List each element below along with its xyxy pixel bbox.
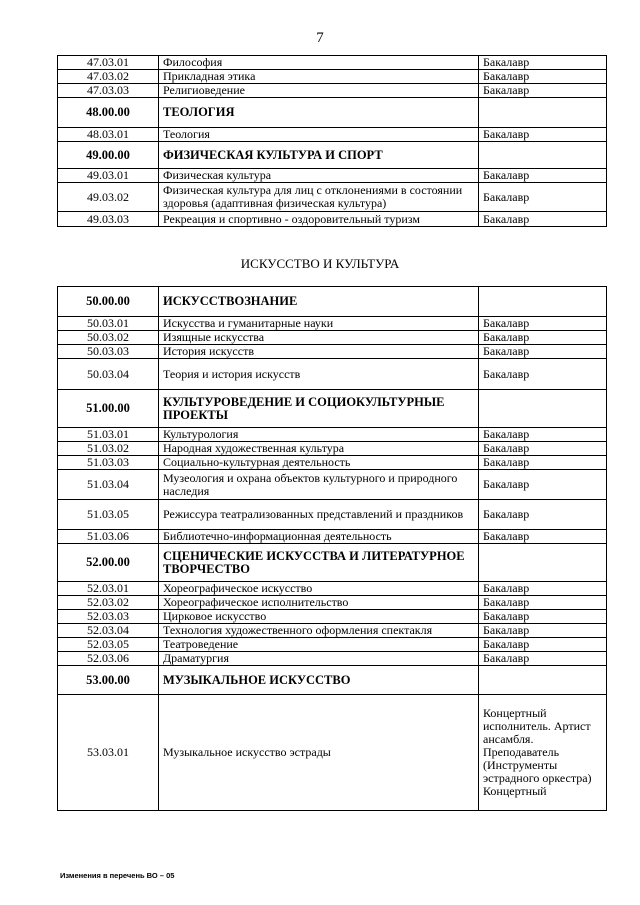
table-row — [58, 331, 607, 345]
programs-table-1 — [57, 55, 607, 227]
table-row — [58, 128, 607, 142]
degree-cell: Бакалавр — [479, 624, 607, 638]
code-cell: 52.03.01 — [58, 582, 159, 596]
code-cell: 51.03.05 — [58, 500, 159, 530]
degree-cell: Концертный исполнитель. Артист ансамбля. Преподаватель (Инструменты эстрадного оркестра) Концертный — [479, 695, 607, 811]
table-row — [58, 428, 607, 442]
name-cell: ФИЗИЧЕСКАЯ КУЛЬТУРА И СПОРТ — [159, 142, 479, 169]
degree-cell: Бакалавр — [479, 169, 607, 183]
table-row — [58, 638, 607, 652]
group-row — [58, 287, 607, 317]
code-cell: 51.03.02 — [58, 442, 159, 456]
group-row — [58, 544, 607, 582]
table-row — [58, 500, 607, 530]
name-cell: Рекреация и спортивно - оздоровительный туризм — [159, 212, 479, 227]
code-cell: 53.03.01 — [58, 695, 159, 811]
code-cell: 51.00.00 — [58, 390, 159, 428]
degree-cell: Бакалавр — [479, 470, 607, 500]
table-row — [58, 317, 607, 331]
group-row — [58, 390, 607, 428]
table-row — [58, 169, 607, 183]
programs-table-2 — [57, 286, 607, 811]
name-cell: Теория и история искусств — [159, 359, 479, 390]
table-row — [58, 183, 607, 212]
table-row — [58, 596, 607, 610]
group-row — [58, 666, 607, 695]
degree-cell — [479, 666, 607, 695]
name-cell: Народная художественная культура — [159, 442, 479, 456]
name-cell: Хореографическое искусство — [159, 582, 479, 596]
name-cell: Изящные искусства — [159, 331, 479, 345]
name-cell: Культурология — [159, 428, 479, 442]
degree-cell: Бакалавр — [479, 428, 607, 442]
code-cell: 52.03.04 — [58, 624, 159, 638]
name-cell: Физическая культура для лиц с отклонениями в состоянии здоровья (адаптивная физическая культура) — [159, 183, 479, 212]
table-row — [58, 442, 607, 456]
name-cell: СЦЕНИЧЕСКИЕ ИСКУССТВА И ЛИТЕРАТУРНОЕ ТВОРЧЕСТВО — [159, 544, 479, 582]
code-cell: 51.03.03 — [58, 456, 159, 470]
degree-cell: Бакалавр — [479, 500, 607, 530]
name-cell: Прикладная этика — [159, 70, 479, 84]
code-cell: 52.03.03 — [58, 610, 159, 624]
table-row — [58, 84, 607, 98]
name-cell: Режиссура театрализованных представлений и праздников — [159, 500, 479, 530]
code-cell: 50.03.03 — [58, 345, 159, 359]
table-row — [58, 70, 607, 84]
name-cell: Физическая культура — [159, 169, 479, 183]
code-cell: 48.00.00 — [58, 98, 159, 128]
degree-cell: Бакалавр — [479, 359, 607, 390]
code-cell: 49.03.03 — [58, 212, 159, 227]
degree-cell: Бакалавр — [479, 70, 607, 84]
code-cell: 53.00.00 — [58, 666, 159, 695]
degree-cell: Бакалавр — [479, 183, 607, 212]
page-number: 7 — [316, 30, 324, 46]
degree-cell: Бакалавр — [479, 442, 607, 456]
degree-cell: Бакалавр — [479, 345, 607, 359]
degree-cell — [479, 390, 607, 428]
degree-cell: Бакалавр — [479, 610, 607, 624]
group-row — [58, 98, 607, 128]
table-row — [58, 530, 607, 544]
degree-cell: Бакалавр — [479, 317, 607, 331]
degree-cell: Бакалавр — [479, 530, 607, 544]
table-row — [58, 456, 607, 470]
group-row — [58, 142, 607, 169]
degree-cell — [479, 98, 607, 128]
code-cell: 47.03.03 — [58, 84, 159, 98]
code-cell: 52.00.00 — [58, 544, 159, 582]
table-row — [58, 610, 607, 624]
code-cell: 51.03.04 — [58, 470, 159, 500]
code-cell: 51.03.01 — [58, 428, 159, 442]
code-cell: 47.03.02 — [58, 70, 159, 84]
name-cell: Музеология и охрана объектов культурного и природного наследия — [159, 470, 479, 500]
code-cell: 50.03.04 — [58, 359, 159, 390]
name-cell: МУЗЫКАЛЬНОЕ ИСКУССТВО — [159, 666, 479, 695]
code-cell: 50.03.01 — [58, 317, 159, 331]
degree-cell — [479, 287, 607, 317]
table-row — [58, 624, 607, 638]
table-row — [58, 212, 607, 227]
name-cell: Хореографическое исполнительство — [159, 596, 479, 610]
table-row — [58, 470, 607, 500]
name-cell: Религиоведение — [159, 84, 479, 98]
code-cell: 52.03.05 — [58, 638, 159, 652]
name-cell: Цирковое искусство — [159, 610, 479, 624]
degree-cell: Бакалавр — [479, 212, 607, 227]
name-cell: ТЕОЛОГИЯ — [159, 98, 479, 128]
code-cell: 49.00.00 — [58, 142, 159, 169]
code-cell: 52.03.02 — [58, 596, 159, 610]
code-cell: 51.03.06 — [58, 530, 159, 544]
code-cell: 50.03.02 — [58, 331, 159, 345]
degree-cell: Бакалавр — [479, 652, 607, 666]
code-cell: 48.03.01 — [58, 128, 159, 142]
degree-cell: Бакалавр — [479, 596, 607, 610]
name-cell: Драматургия — [159, 652, 479, 666]
code-cell: 50.00.00 — [58, 287, 159, 317]
table-row — [58, 652, 607, 666]
name-cell: Технология художественного оформления спектакля — [159, 624, 479, 638]
name-cell: КУЛЬТУРОВЕДЕНИЕ И СОЦИОКУЛЬТУРНЫЕ ПРОЕКТЫ — [159, 390, 479, 428]
name-cell: Искусства и гуманитарные науки — [159, 317, 479, 331]
degree-cell: Бакалавр — [479, 56, 607, 70]
footer-note: Изменения в перечень ВО – 05 — [60, 871, 175, 880]
code-cell: 49.03.01 — [58, 169, 159, 183]
name-cell: Философия — [159, 56, 479, 70]
degree-cell — [479, 544, 607, 582]
name-cell: ИСКУССТВОЗНАНИЕ — [159, 287, 479, 317]
name-cell: Театроведение — [159, 638, 479, 652]
table-row — [58, 695, 607, 811]
table-row — [58, 359, 607, 390]
table-row — [58, 345, 607, 359]
name-cell: Теология — [159, 128, 479, 142]
degree-cell: Бакалавр — [479, 638, 607, 652]
code-cell: 52.03.06 — [58, 652, 159, 666]
name-cell: Музыкальное искусство эстрады — [159, 695, 479, 811]
degree-cell: Бакалавр — [479, 582, 607, 596]
degree-cell: Бакалавр — [479, 128, 607, 142]
name-cell: Социально-культурная деятельность — [159, 456, 479, 470]
degree-cell: Бакалавр — [479, 456, 607, 470]
code-cell: 49.03.02 — [58, 183, 159, 212]
code-cell: 47.03.01 — [58, 56, 159, 70]
degree-cell: Бакалавр — [479, 331, 607, 345]
degree-cell — [479, 142, 607, 169]
degree-cell: Бакалавр — [479, 84, 607, 98]
section-title: ИСКУССТВО И КУЛЬТУРА — [240, 256, 400, 271]
name-cell: История искусств — [159, 345, 479, 359]
name-cell: Библиотечно-информационная деятельность — [159, 530, 479, 544]
table-row — [58, 582, 607, 596]
table-row — [58, 56, 607, 70]
